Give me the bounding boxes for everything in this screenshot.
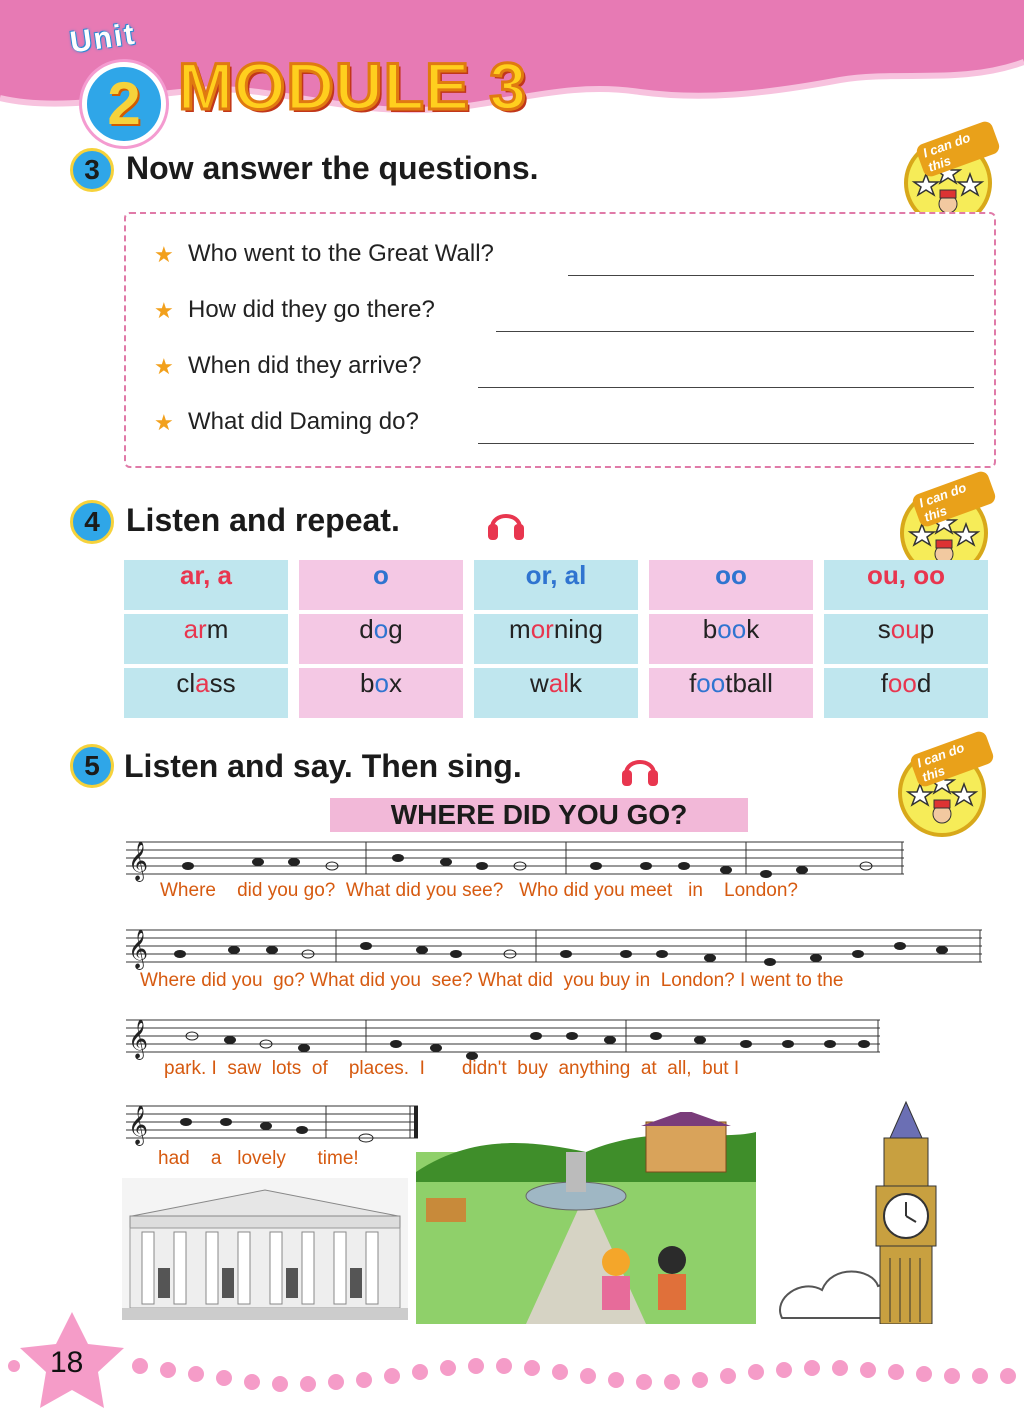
headphones-icon xyxy=(620,752,660,788)
song-title: WHERE DID YOU GO? xyxy=(330,798,748,832)
phonics-header-4: oo xyxy=(649,560,813,610)
star-bullet-icon: ★ xyxy=(154,298,174,323)
phonics-word-3-2: walk xyxy=(474,668,638,718)
question-3-text: When did they arrive? xyxy=(188,352,422,379)
questions-box xyxy=(124,212,996,468)
answer-line-2[interactable] xyxy=(496,331,974,332)
question-4-text: What did Daming do? xyxy=(188,408,419,435)
answer-line-4[interactable] xyxy=(478,443,974,444)
phonics-word-4-2: football xyxy=(649,668,813,718)
answer-line-1[interactable] xyxy=(568,275,974,276)
section-3-number: 3 xyxy=(70,148,114,192)
can-do-label-3: I can do this xyxy=(909,729,996,788)
lyric-line-3: park. I saw lots of places. I didn't buy anything at all, but I xyxy=(164,1058,740,1079)
section-3-title: Now answer the questions. xyxy=(126,150,539,186)
question-row-1 xyxy=(154,236,974,276)
section-4-number: 4 xyxy=(70,500,114,544)
treble-clef-icon: 𝄞 xyxy=(128,841,149,881)
phonics-word-1-1: arm xyxy=(124,614,288,664)
music-staff-1 xyxy=(126,834,906,884)
svg-text:𝄞: 𝄞 xyxy=(128,1019,149,1059)
phonics-word-2-2: box xyxy=(299,668,463,718)
lyric-line-2: Where did you go? What did you see? What did you buy in London? I went to the xyxy=(140,970,844,991)
svg-text:𝄞: 𝄞 xyxy=(128,1105,149,1145)
star-bullet-icon: ★ xyxy=(154,354,174,379)
phonics-word-4-1: book xyxy=(649,614,813,664)
phonics-header-3: or, al xyxy=(474,560,638,610)
module-title: MODULE 3 xyxy=(178,49,528,123)
question-2-text: How did they go there? xyxy=(188,296,435,323)
can-do-badge-3 xyxy=(892,738,992,838)
unit-label: Unit xyxy=(67,17,139,60)
answer-line-3[interactable] xyxy=(478,387,974,388)
footer-decoration xyxy=(0,1310,1024,1415)
phonics-header-2: o xyxy=(299,560,463,610)
star-bullet-icon: ★ xyxy=(154,242,174,267)
section-5-title: Listen and say. Then sing. xyxy=(124,748,522,784)
phonics-table xyxy=(124,560,990,718)
can-do-label-1: I can do this xyxy=(915,119,1002,178)
question-row-4 xyxy=(154,404,974,444)
phonics-word-2-1: dog xyxy=(299,614,463,664)
section-4-title: Listen and repeat. xyxy=(126,502,400,538)
question-row-3 xyxy=(154,348,974,388)
phonics-header-1: ar, a xyxy=(124,560,288,610)
star-bullet-icon: ★ xyxy=(154,410,174,435)
phonics-word-5-2: food xyxy=(824,668,988,718)
phonics-word-1-2: class xyxy=(124,668,288,718)
museum-building-illustration xyxy=(122,1178,408,1320)
lyric-line-4: had a lovely time! xyxy=(158,1148,359,1169)
lyric-line-1: Where did you go? What did you see? Who did you meet in London? xyxy=(160,880,798,901)
headphones-icon xyxy=(486,506,526,542)
music-staff-2 xyxy=(126,922,984,972)
svg-text:𝄞: 𝄞 xyxy=(128,929,149,969)
section-5-number: 5 xyxy=(70,744,114,788)
can-do-label-2: I can do this xyxy=(911,469,998,528)
page-number: 18 xyxy=(50,1346,84,1379)
question-1-text: Who went to the Great Wall? xyxy=(188,240,494,267)
music-staff-3 xyxy=(126,1012,882,1062)
phonics-word-3-1: morning xyxy=(474,614,638,664)
big-ben-illustration xyxy=(772,1098,988,1324)
phonics-header-5: ou, oo xyxy=(824,560,988,610)
unit-number: 2 xyxy=(82,62,166,146)
park-illustration xyxy=(416,1112,756,1324)
music-staff-4 xyxy=(126,1098,422,1148)
phonics-word-5-1: soup xyxy=(824,614,988,664)
question-row-2 xyxy=(154,292,974,332)
